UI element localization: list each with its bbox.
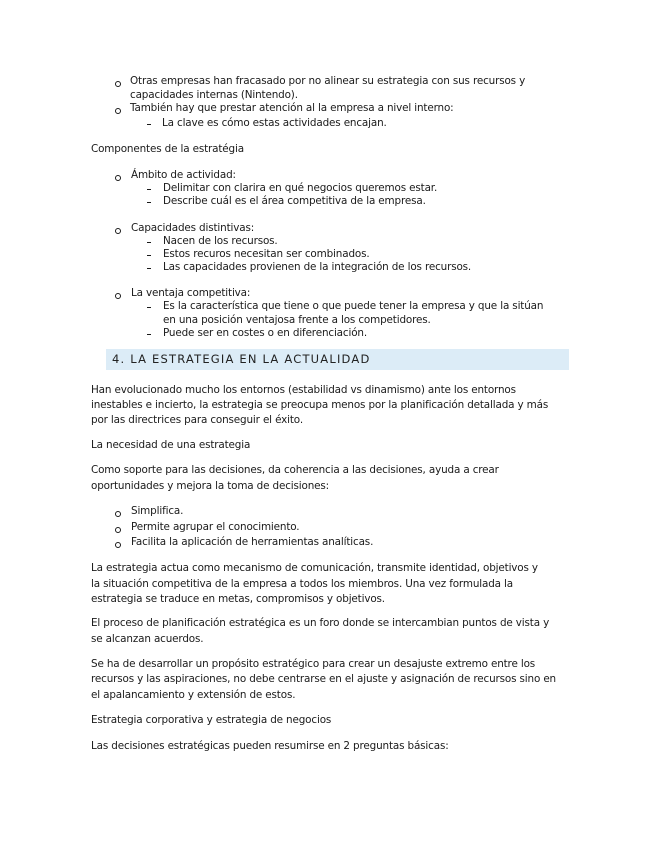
list-item: Otras empresas han fracasado por no alinear su estrategia con sus recursos y (130, 75, 526, 87)
paragraph-line: Se ha de desarrollar un propósito estratégico para crear un desajuste extremo entre los (91, 658, 536, 670)
paragraph-line: El proceso de planificación estratégica es un foro donde se intercambian puntos de vista y (91, 617, 550, 629)
sub-list-item: Describe cuál es el área competitiva de la empresa. (163, 195, 426, 207)
bullet-dash (147, 202, 151, 203)
list-item: Permite agrupar el conocimiento. (131, 521, 300, 533)
list-item-continuation: capacidades internas (Nintendo). (130, 89, 298, 101)
list-item: Simplifica. (131, 505, 184, 517)
bullet-circle (115, 108, 121, 114)
list-item: Facilita la aplicación de herramientas analíticas. (131, 536, 374, 548)
list-item: La ventaja competitiva: (131, 287, 251, 299)
bullet-dash (147, 189, 151, 190)
sub-list-item: Puede ser en costes o en diferenciación. (163, 327, 367, 339)
bullet-circle (115, 511, 121, 517)
bullet-circle (115, 228, 121, 234)
bullet-dash (147, 307, 151, 308)
bullet-circle (115, 175, 121, 181)
bullet-dash (147, 255, 151, 256)
bullet-dash (147, 242, 151, 243)
sub-list-item: La clave es cómo estas actividades encajan. (162, 117, 387, 129)
paragraph-line: el apalancamiento y extensión de estos. (91, 689, 296, 701)
bullet-dash (147, 334, 151, 335)
bullet-dash (147, 124, 151, 125)
paragraph-line: La estrategia actua como mecanismo de comunicación, transmite identidad, objetivos y (91, 562, 538, 574)
sub-list-item: Estos recuros necesitan ser combinados. (163, 248, 370, 260)
bullet-circle (115, 293, 121, 299)
paragraph-line: Han evolucionado mucho los entornos (estabilidad vs dinamismo) ante los entornos (91, 384, 516, 396)
paragraph-line: inestables e incierto, la estrategia se preocupa menos por la planificación detallada y más (91, 399, 549, 411)
bullet-dash (147, 268, 151, 269)
paragraph-line: Las decisiones estratégicas pueden resumirse en 2 preguntas básicas: (91, 740, 449, 752)
list-item: Capacidades distintivas: (131, 222, 255, 234)
paragraph-line: Como soporte para las decisiones, da coherencia a las decisiones, ayuda a crear (91, 464, 499, 476)
paragraph-line: la situación competitiva de la empresa a todos los miembros. Una vez formulada la (91, 578, 513, 590)
paragraph-line: estrategia se traduce en metas, compromisos y objetivos. (91, 593, 385, 605)
list-item: Ámbito de actividad: (131, 169, 236, 181)
paragraph-line: por las directrices para conseguir el éxito. (91, 414, 303, 426)
paragraph-line: se alcanzan acuerdos. (91, 633, 204, 645)
sub-list-item-continuation: en una posición ventajosa frente a los competidores. (163, 314, 431, 326)
paragraph-line: recursos y las aspiraciones, no debe centrarse en el ajuste y asignación de recursos sino en (91, 673, 556, 685)
subheading: La necesidad de una estrategia (91, 439, 251, 451)
sub-list-item: Delimitar con clarira en qué negocios queremos estar. (163, 182, 438, 194)
sub-list-item: Es la característica que tiene o que puede tener la empresa y que la sitúan (163, 300, 544, 312)
subheading: Componentes de la estratégia (91, 143, 244, 155)
section-heading: 4. LA ESTRATEGIA EN LA ACTUALIDAD (112, 352, 371, 366)
paragraph-line: oportunidades y mejora la toma de decisiones: (91, 480, 329, 492)
section-heading-bar (106, 349, 569, 370)
bullet-circle (115, 542, 121, 548)
bullet-circle (115, 527, 121, 533)
sub-list-item: Nacen de los recursos. (163, 235, 278, 247)
bullet-circle (115, 81, 121, 87)
sub-list-item: Las capacidades provienen de la integración de los recursos. (163, 261, 472, 273)
subheading: Estrategia corporativa y estrategia de negocios (91, 714, 332, 726)
list-item: También hay que prestar atención al la empresa a nivel interno: (130, 102, 454, 114)
